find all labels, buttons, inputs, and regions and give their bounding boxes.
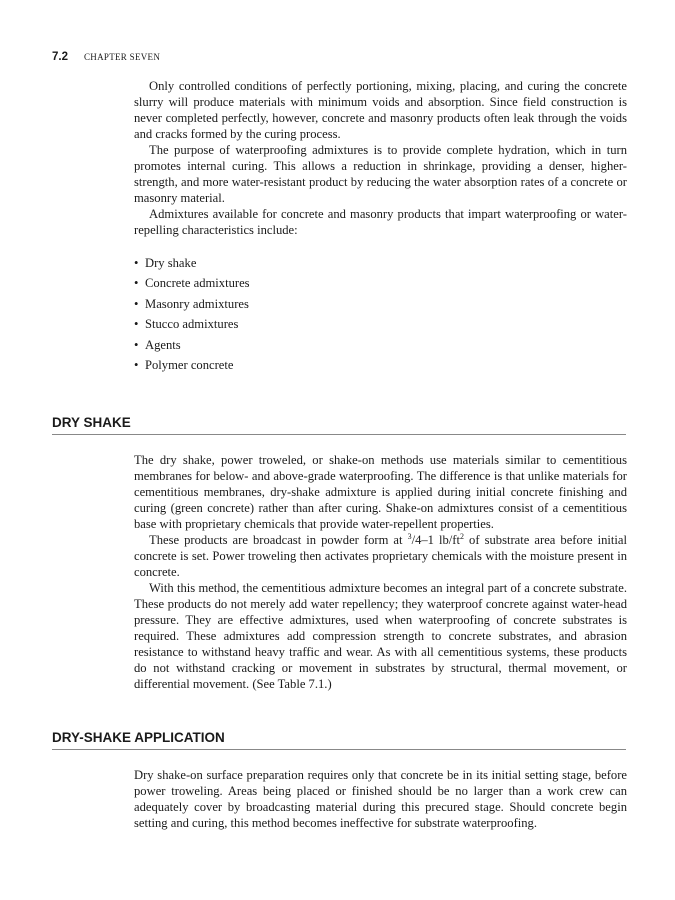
body-paragraph: Dry shake-on surface preparation requires only that concrete be in its initial setting stage, before power troweling. Areas being placed or finished should be no larger than a work crew can adequately cover by broadcasting material during this precured stage. Should concrete begin setting and curing, this method becomes ineffective for substrate waterproofing. xyxy=(134,768,627,830)
admixture-list xyxy=(134,253,250,375)
list-item: • Dry shake xyxy=(134,256,197,270)
list-item: • Polymer concrete xyxy=(134,357,234,372)
intro-paragraph: The purpose of waterproofing admixtures is to provide complete hydration, which in turn promotes internal curing. This allows a reduction in shrinkage, providing a denser, higher-strength, and more water-resistant product by reducing the water absorption rates of a concrete or masonry material. xyxy=(134,143,627,205)
body-paragraph: These products are broadcast in powder form at $^3$/4–1 $lb/ft^2$ of substrate area before initial concrete is set. Power troweling then activates proprietary chemicals with the moisture present in concrete. xyxy=(134,531,628,579)
body-paragraph: The dry shake, power troweled, or shake-on methods use materials similar to cementitious membranes for below- and above-grade waterproofing. The difference is that unlike materials for cementitious membranes, dry-shake admixture is applied during initial concrete finishing and curing (green concrete) rather than after curing. Shake-on admixtures consist of a cementitious base with proprietary chemicals that provide water-repellent properties. xyxy=(134,453,627,531)
running-header xyxy=(52,47,160,65)
chapter-label: CHAPTER SEVEN xyxy=(84,52,161,62)
intro-paragraph: Admixtures available for concrete and masonry products that impart waterproofing or water-repelling characteristics include: xyxy=(134,207,627,237)
intro-paragraph: Only controlled conditions of perfectly portioning, mixing, placing, and curing the concrete slurry will produce materials with minimum voids and absorption. Since field construction is never completed perfectly, however, concrete and masonry products often leak through the voids and cracks formed by the curing process. xyxy=(134,79,627,141)
list-item: • Concrete admixtures xyxy=(134,276,250,291)
application-section xyxy=(134,767,627,831)
list-item: • Stucco admixtures xyxy=(134,317,239,332)
body-paragraph: With this method, the cementitious admixture becomes an integral part of a concrete substrate. These products do not merely add water repellency; they waterproof concrete against water-head pressure. They are effective admixtures, used when waterproofing of concrete substrates is required. These admixtures add compression strength to concrete substrates, and abrasion resistance to withstand heavy traffic and wear. As with all cementitious systems, these products do not withstand cracking or movement in substrates by structural, thermal movement, or differential movement. (See Table 7.1.) xyxy=(134,581,627,691)
list-item: • Masonry admixtures xyxy=(134,296,249,311)
section-heading-application: DRY-SHAKE APPLICATION xyxy=(52,730,626,750)
intro-section xyxy=(134,78,627,238)
page-number: 7.2 xyxy=(52,51,68,63)
list-item: • Agents xyxy=(134,337,181,352)
section-heading-dry-shake: DRY SHAKE xyxy=(52,415,626,435)
dry-shake-section xyxy=(134,452,627,692)
